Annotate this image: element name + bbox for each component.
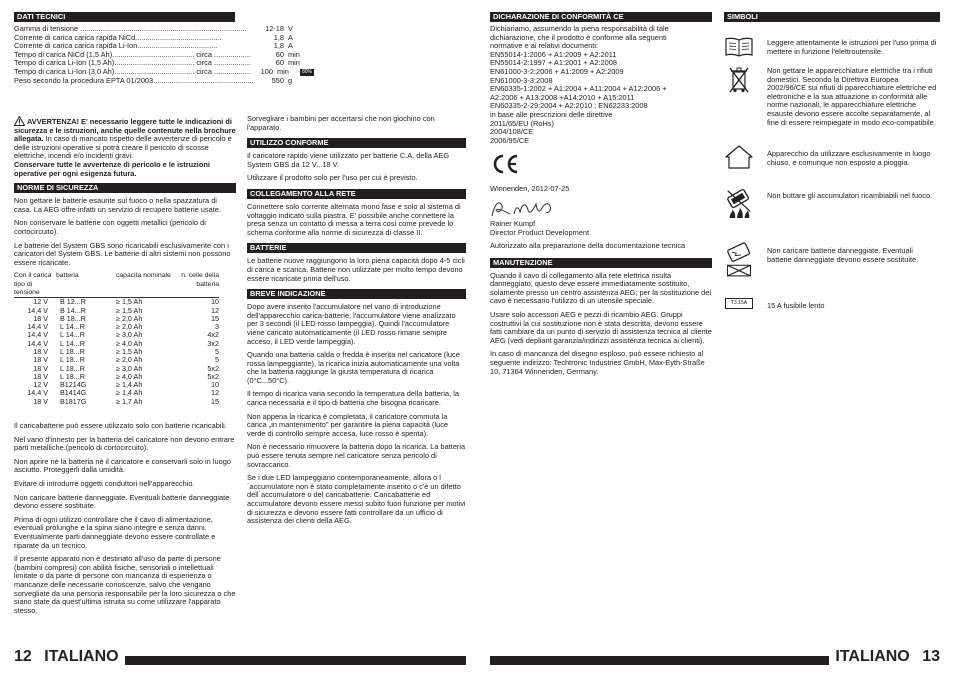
no-damaged-battery-icon xyxy=(724,240,754,280)
declaration-line: normative e ai relativi documenti: xyxy=(490,41,599,51)
symbol-text-bin: Non gettare le apparecchiature elettriche tra i rifiuti domestici. Secondo la Direttiva Europea 2002/96/CE sui rifiuti di pparecchiature elettriche ed elettroniche e la sua attuazione in conformità alle norme nazionali, le apparecchiature elettriche esauste devono essere accolte separatamente, al fine di essere reimpiegate in modo eco-compatibile. xyxy=(767,66,937,127)
declaration-line: dichiarazione, che il prodotto è conforme alla seguenti xyxy=(490,32,667,42)
declaration-line: EN55014-2:1997 + A1:2001 + A2:2008 xyxy=(490,58,617,68)
breve-paragraph: Dopo avere inserito l'accumulatore nel vano di introduzione dell'apparecchio carica-batterie, l'accumulatore viene analizzato per 3 secondi (il LED rosso lampeggia). Quindi l'accumulatore viene caricato automaticamente (il LED rosso rimane sempre acceso, il LED verde lampeggia). xyxy=(247,302,456,346)
spec-row xyxy=(14,51,314,60)
cell-battery: B1414G xyxy=(60,388,87,398)
mid-top-para: Sorvegliare i bambini per accertarsi che non giochino con l'apparato. xyxy=(247,114,435,132)
declaration-line: 2011/65/EU (RoHs) xyxy=(490,118,554,128)
spec-value: 60 xyxy=(275,50,284,59)
spec-value: 550 xyxy=(271,76,284,85)
safety-notes xyxy=(14,422,236,615)
breve-paragraph: Non è necessario rimuovere la batteria dopo la ricarica. La batteria può essere tenuta sempre nel caricatore senza pericolo di sovraccarico. xyxy=(247,442,466,469)
cell-voltage: 12 V xyxy=(33,380,48,390)
warning-block xyxy=(14,116,236,620)
table-header-row xyxy=(14,272,219,297)
cell-capacity: ≥ 1,5 Ah xyxy=(116,305,143,315)
breve-paragraph: Non appena la ricarica è completata, il caricatore commuta la carica „in mantenimento" per garantire la piena capacità (luce verde di controllo sempre accesa, luce rosso è spenta). xyxy=(247,411,449,438)
cell-cells: 5x2 xyxy=(207,363,219,373)
safety-note: Il caricabatterie può essere utilizzato solo con batterie ricaricabili. xyxy=(14,421,227,431)
breve-paragraph: Il tempo di ricarica varia secondo la temperatura della batteria, la carica necessaria e il tipo di batteria che bisogna ricaricare. xyxy=(247,389,459,408)
cell-voltage: 18 V xyxy=(33,346,48,356)
cell-battery: L 14...R xyxy=(60,330,85,340)
authorization-text: Autorizzato alla preparazione della documentazione tecnica xyxy=(490,241,686,251)
fuse-icon-label: T3.15A xyxy=(730,300,748,306)
cell-voltage: 18 V xyxy=(33,363,48,373)
language-label-right: ITALIANO xyxy=(835,648,910,665)
spec-value: 100 xyxy=(260,67,273,76)
cell-battery: B 18...R xyxy=(60,313,86,323)
breve-paragraph: Se i due LED lampeggiano contemporaneamente, allora o l´accumulatore non è stato completamente inserito o c'è un difetto dell´accumulatore o del caricabatterie. Caricabatterie ed accumulatore devono essere messi subito fuori funzione per motivi di sicurezza e devono essere fatti controllare da un ufficio di assistenza dei clienti della AEG. xyxy=(247,473,466,526)
cell-capacity: ≥ 3,0 Ah xyxy=(116,330,143,340)
spec-unit: g xyxy=(288,76,293,85)
fuse-icon xyxy=(724,298,754,309)
symbol-text-fire: Non buttare gli accumulatori ricambiabili nel fuoco. xyxy=(767,191,933,200)
ce-mark xyxy=(490,153,712,179)
cell-capacity: ≥ 4,0 Ah xyxy=(116,338,143,348)
warning-icon xyxy=(14,116,25,126)
warning-keep-text: Conservare tutte le avvertenze di pericolo e le istruzioni operative per ogni esigenza futura. xyxy=(14,159,210,178)
cell-voltage: 14,4 V xyxy=(27,330,48,340)
cell-cells: 4x2 xyxy=(207,330,219,340)
symbol-text-manual: Leggere attentamente le istruzioni per l'uso prima di mettere in funzione l'elettroutensile. xyxy=(767,38,937,56)
left-column xyxy=(14,12,312,85)
symbol-text-house: Apparecchio da utilizzare esclusivamente in luogo chiuso, e comunque non esposto a pioggia. xyxy=(767,149,931,167)
breve-paragraphs xyxy=(247,303,466,526)
declaration-line: A2:2006 + A13:2008 +A14:2010 + A15:2011 xyxy=(490,92,635,102)
cell-battery: B 12...R xyxy=(60,297,86,307)
spec-unit: min xyxy=(288,59,300,68)
section-header-manutenzione: MANUTENZIONE xyxy=(490,258,712,268)
cell-voltage: 14,4 V xyxy=(27,388,48,398)
safety-note: Non caricare batterie danneggiate. Eventuali batterie danneggiate devono essere sostituite. xyxy=(14,492,230,511)
declaration-line: EN60335-2-29:2004 + A2:2010 ; EN62233:2008 xyxy=(490,101,648,111)
section-header-utilizzo: UTILIZZO CONFORME xyxy=(247,138,466,148)
cell-capacity: ≥ 3,0 Ah xyxy=(116,363,143,373)
spec-label: Tempo di carica NiCd (1,5 Ah)........................................ circa .................. xyxy=(14,50,251,59)
spec-table xyxy=(14,25,314,85)
cell-battery: L 18...R xyxy=(60,355,85,365)
spec-label: Gamma di tensione ................................................................................. xyxy=(14,25,247,33)
cell-capacity: ≥ 2,0 Ah xyxy=(116,313,143,323)
section-header-simboli: SIMBOLI xyxy=(724,12,940,22)
footer-right xyxy=(490,648,940,666)
symbol-text-damaged: Non caricare batterie danneggiate. Eventuali batterie danneggiate devono essere sostituite. xyxy=(767,246,919,264)
spec-unit: min xyxy=(276,67,289,76)
declaration-line: EN60335-1:2002 + A1:2004 + A11:2004 + A12:2006 + xyxy=(490,84,667,94)
declaration-text xyxy=(490,25,712,145)
section-header-batterie: BATTERIE xyxy=(247,243,466,253)
indoor-house-icon xyxy=(724,144,754,170)
charger-battery-table xyxy=(14,272,219,406)
spec-row xyxy=(14,42,314,51)
spec-value: 12-18 xyxy=(265,25,284,33)
cell-battery: L 18...R xyxy=(60,363,85,373)
warning-bold-text: AVVERTENZA! E' necessario leggere tutte le indicazioni di sicurezza e le istruzioni, anche quelle contenute nella brochure allegata. xyxy=(14,117,236,144)
cell-capacity: ≥ 1,5 Ah xyxy=(116,297,143,307)
maintenance-paragraph: Usare solo accessori AEG e pezzi di ricambio AEG. Gruppi costruttivi la cui sostituzione non è stata descritta, devono essere fatti cambiare da un punto di servizio di assistenza tecnica al cliente AEG (vedi depliant garanzia/indirizzi assistenza tecnica ai clienti). xyxy=(490,310,712,345)
spec-unit: V xyxy=(288,25,293,33)
cell-battery: L 18...R xyxy=(60,346,85,356)
maintenance-paragraph: In caso di mancanza del disegno esploso, può essere richiesto al seguente indirizzo: Techtronic Industries GmbH, Max-Eyth-Straße 10, 71364 Winnenden, Germany. xyxy=(490,349,705,376)
table-head-voltage: Con il carica tipo di tensione xyxy=(14,272,56,297)
cell-capacity: ≥ 2,0 Ah xyxy=(116,322,143,332)
signer-title: Director Product Development xyxy=(490,227,589,237)
norme-p3: Le batterie del System GBS sono ricaricabili esclusivamente con i caricatori del System GBS. Le batterie di altri sistemi non possono essere ricaricate. xyxy=(14,240,231,267)
spec-unit: A xyxy=(288,33,293,42)
spec-unit: A xyxy=(288,42,293,51)
charge-badge: 80% xyxy=(301,68,312,75)
crossed-bin-icon xyxy=(724,66,754,94)
cell-cells: 5x2 xyxy=(207,371,219,381)
section-header-dati-tecnici: DATI TECNICI xyxy=(14,12,235,22)
page-number-left: 12 xyxy=(14,648,32,665)
signature xyxy=(490,198,712,220)
spec-label: Peso secondo la procedura EPTA 01/2003................................................. xyxy=(14,76,254,85)
cell-voltage: 14,4 V xyxy=(27,338,48,348)
footer-left xyxy=(14,648,466,666)
cell-voltage: 14,4 V xyxy=(27,305,48,315)
cell-cells: 5 xyxy=(215,346,219,356)
cell-battery: B 14...R xyxy=(60,305,86,315)
spec-value: 60 xyxy=(275,59,284,68)
spec-label: Corrente di carica carica rapida NiCd.......................................... xyxy=(14,33,222,42)
cell-cells: 15 xyxy=(211,313,219,323)
table-head-cells: n. celle della batteria xyxy=(171,272,219,297)
cell-cells: 12 xyxy=(211,305,219,315)
declaration-line: 2004/108/CE xyxy=(490,127,534,137)
page-number-right: 13 xyxy=(922,648,940,665)
cell-voltage: 18 V xyxy=(33,355,48,365)
cell-capacity: ≥ 1,7 Ah xyxy=(116,396,143,406)
breve-paragraph: Quando una batteria calda o fredda è inserita nel caricatore (luce rossa lampeggiante), la ricarica inizia automaticamente una volta che la batteria raggiunge la giusta temperatura di ricarica (0°C...50°C). xyxy=(247,350,460,385)
safety-note: Prima di ogni utilizzo controllare che il cavo di alimentazione, eventuali prolunghe e la spina siano integre e senza danni. Eventualmente parti danneggiate devono essere controllate e riparate da un tecnico. xyxy=(14,514,216,550)
cell-capacity: ≥ 1,5 Ah xyxy=(116,346,143,356)
safety-note: Il presente apparato non è destinato all'uso da parte di persone (bambini compresi) con abilità fisiche, sensoriali o intellettuali limitate o da parte di persone con mancanza di esperienza o mancanze delle necessarie conoscenze, salvo che vengano sorvegliate da una persona responsabile per la loro sicurezza o che siano state da quest'ultima istruita su come utilizzare l'apparato stesso. xyxy=(14,554,236,615)
cell-cells: 3 xyxy=(215,322,219,332)
cell-cells: 10 xyxy=(211,380,219,390)
signer-name: Rainer Kumpf xyxy=(490,218,536,228)
declaration-line: in base alle prescrizioni delle direttive xyxy=(490,109,613,119)
spec-row xyxy=(14,68,314,77)
no-fire-battery-icon xyxy=(724,186,754,220)
collegamento-p1: Connettere solo corrente alternata mono fase e solo al sistema di voltaggio indicato sulla piastra. E' possibile anche connettere la presa senza un contatto di messa a terra così come prevede lo schema conforme alla norme di sicurezza di classe II. xyxy=(247,201,461,237)
section-header-breve: BREVE INDICAZIONE xyxy=(247,289,466,299)
section-header-norme: NORME DI SICUREZZA xyxy=(14,183,236,193)
utilizzo-p2: Utilizzare il prodotto solo per l'uso per cui è previsto. xyxy=(247,173,418,183)
declaration-column xyxy=(490,12,712,381)
cell-battery: L 14...R xyxy=(60,322,85,332)
batterie-p1: Le batterie nuove raggiungono la loro piena capacità dopo 4-5 cicli di carica e scarica. Batterie non utilizzate per molto tempo devono essere ricaricate prima dell'uso. xyxy=(247,256,465,283)
cell-voltage: 18 V xyxy=(33,396,48,406)
section-header-dichiarazione: DICHARAZIONE DI CONFORMITÀ CE xyxy=(490,12,712,22)
spec-label: Tempo di carica Li-Ion (1,5 Ah)....................................... circa .................. xyxy=(14,59,251,68)
spec-value: 1,8 xyxy=(273,42,284,51)
utilizzo-p1: Il caricatore rapido viene utilizzato per batterie C.A. della AEG System GBS da 12 V...18 V. xyxy=(247,151,450,169)
cell-capacity: ≥ 1,4 Ah xyxy=(116,388,143,398)
spec-unit: min xyxy=(288,50,300,59)
cell-cells: 5 xyxy=(215,355,219,365)
cell-cells: 10 xyxy=(211,297,219,307)
declaration-line: EN55014-1:2006 + A1:2009 + A2:2011 xyxy=(490,49,617,59)
cell-cells: 3x2 xyxy=(207,338,219,348)
cell-cells: 12 xyxy=(211,388,219,398)
table-head-capacity: capacita nominale xyxy=(116,272,171,297)
spec-row xyxy=(14,34,314,43)
declaration-line: 2006/95/CE xyxy=(490,135,530,145)
warning-text: In caso di mancato rispetto delle avvertenze di pericolo e delle istruzioni operative si potrà creare il pericolo di scosse elettriche, incendi e/o incidenti gravi. xyxy=(14,134,232,161)
table-row xyxy=(14,398,219,406)
cell-cells: 15 xyxy=(211,396,219,406)
place-date: Winnenden, 2012-07-25 xyxy=(490,184,570,194)
manual-book-icon xyxy=(724,36,754,58)
spec-row xyxy=(14,25,314,34)
norme-p1: Non gettare le batterie esaurite sul fuoco o nella spazzatura di casa. La AEG offre infatti un servizio di recupero batterie usate. xyxy=(14,196,221,214)
cell-capacity: ≥ 1,4 Ah xyxy=(116,380,143,390)
cell-voltage: 12 V xyxy=(33,297,48,307)
language-label-left: ITALIANO xyxy=(44,648,119,665)
cell-capacity: ≥ 2,0 Ah xyxy=(116,355,143,365)
safety-note: Evitare di introdurre oggetti conduttori nell'apparecchio. xyxy=(14,479,195,489)
cell-voltage: 18 V xyxy=(33,371,48,381)
table-head-battery: batteria xyxy=(56,272,116,297)
spec-value: 1,8 xyxy=(273,33,284,42)
cell-capacity: ≥ 4,0 Ah xyxy=(116,371,143,381)
safety-note: Nel vano d'innesto per la batteria del caricatore non devono entrare parti metalliche.(pericolo di cortocircuito). xyxy=(14,434,235,453)
spec-label: Tempo di carica Li-Ion (3,0 Ah)....................................... circa .................. xyxy=(14,67,251,76)
symbol-text-fuse: 15 A fusibile lento xyxy=(767,301,825,310)
maintenance-paragraphs xyxy=(490,272,712,377)
norme-p2: Non conservare le batterie con oggetti metallici (pericolo di cortocircuito). xyxy=(14,218,206,236)
cell-battery: B1817G xyxy=(60,396,87,406)
declaration-line: Dichiariamo, assumendo la piena responsabilità di tale xyxy=(490,24,669,33)
mid-column xyxy=(247,115,466,531)
spec-row xyxy=(14,77,314,86)
spec-label: Corrente di carica carica rapida Li-Ion....................................... xyxy=(14,42,218,51)
maintenance-paragraph: Quando il cavo di collegamento alla rete elettrica risulta danneggiato, questo deve essere immediatamente sostituito, solamente presso un centro assistenza AEG; per la sostituzione del cavo è necessario l'utilizzo di un utensile speciale. xyxy=(490,270,712,306)
cell-voltage: 18 V xyxy=(33,313,48,323)
symbols-column xyxy=(724,12,940,22)
declaration-line: EN61000-3-3:2008 xyxy=(490,75,553,85)
cell-battery: L 18...R xyxy=(60,371,85,381)
safety-note: Non aprire nè la batteria nè il caricatore e conservarli solo in luogo asciutto. Proteggerli dalla umidità. xyxy=(14,456,231,475)
cell-battery: L 14...R xyxy=(60,338,85,348)
cell-battery: B1214G xyxy=(60,380,87,390)
spec-row xyxy=(14,59,314,68)
section-header-collegamento: COLLEGAMENTO ALLA RETE xyxy=(247,189,466,199)
cell-voltage: 14,4 V xyxy=(27,322,48,332)
declaration-line: EN61000-3-2:2006 + A1:2009 + A2:2009 xyxy=(490,66,624,76)
